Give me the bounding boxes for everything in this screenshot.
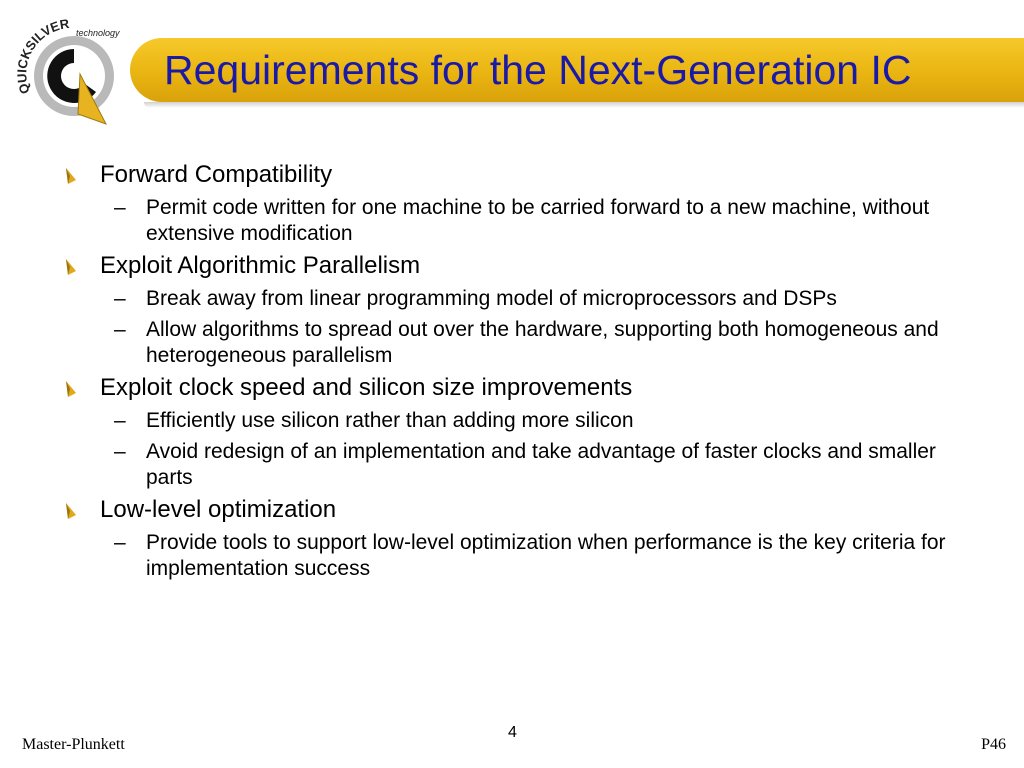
footer-slide-id: P46 — [981, 736, 1006, 753]
bullet-list — [60, 156, 990, 582]
sub-bullet-item — [60, 286, 966, 312]
sub-bullet-item — [60, 408, 966, 434]
page-number: 4 — [508, 724, 517, 741]
bullet-arrow-icon — [64, 380, 78, 398]
slide-title: Requirements for the Next-Generation IC — [164, 47, 912, 93]
sub-bullet-item — [60, 439, 966, 491]
bullet-text: Low-level optimization — [100, 496, 337, 523]
footer-author: Master-Plunkett — [22, 736, 125, 753]
bullet-arrow-icon — [64, 167, 78, 185]
dash-marker: – — [114, 531, 126, 554]
sub-bullet-text: Permit code written for one machine to be carried forward to a new machine, without extensive modification — [146, 196, 930, 245]
sub-bullet-text: Allow algorithms to spread out over the hardware, supporting both homogeneous and heterogeneous parallelism — [146, 318, 939, 367]
dash-marker: – — [114, 196, 126, 219]
logo-brand-text: QUICKSILVER — [14, 15, 71, 96]
bullet-arrow-icon — [64, 258, 78, 276]
bullet-item — [60, 160, 990, 190]
sub-bullet-text: Provide tools to support low-level optimization when performance is the key criteria for implementation success — [146, 531, 946, 580]
sub-bullet-text: Efficiently use silicon rather than adding more silicon — [146, 409, 634, 432]
sub-bullet-item — [60, 317, 966, 369]
logo-sub-text: technology — [76, 28, 120, 38]
bullet-text: Exploit clock speed and silicon size improvements — [100, 374, 633, 401]
sub-bullet-text: Break away from linear programming model of microprocessors and DSPs — [146, 287, 837, 310]
dash-marker: – — [114, 440, 126, 463]
sub-bullet-item — [60, 530, 966, 582]
dash-marker: – — [114, 318, 126, 341]
quicksilver-logo — [8, 4, 143, 129]
sub-bullet-item — [60, 195, 966, 247]
bullet-text: Exploit Algorithmic Parallelism — [100, 252, 421, 279]
bullet-item — [60, 495, 990, 525]
bullet-item — [60, 251, 990, 281]
bullet-arrow-icon — [64, 502, 78, 520]
bullet-item — [60, 373, 990, 403]
sub-bullet-text: Avoid redesign of an implementation and take advantage of faster clocks and smaller parts — [146, 440, 936, 489]
bullet-text: Forward Compatibility — [100, 161, 333, 188]
dash-marker: – — [114, 409, 126, 432]
dash-marker: – — [114, 287, 126, 310]
